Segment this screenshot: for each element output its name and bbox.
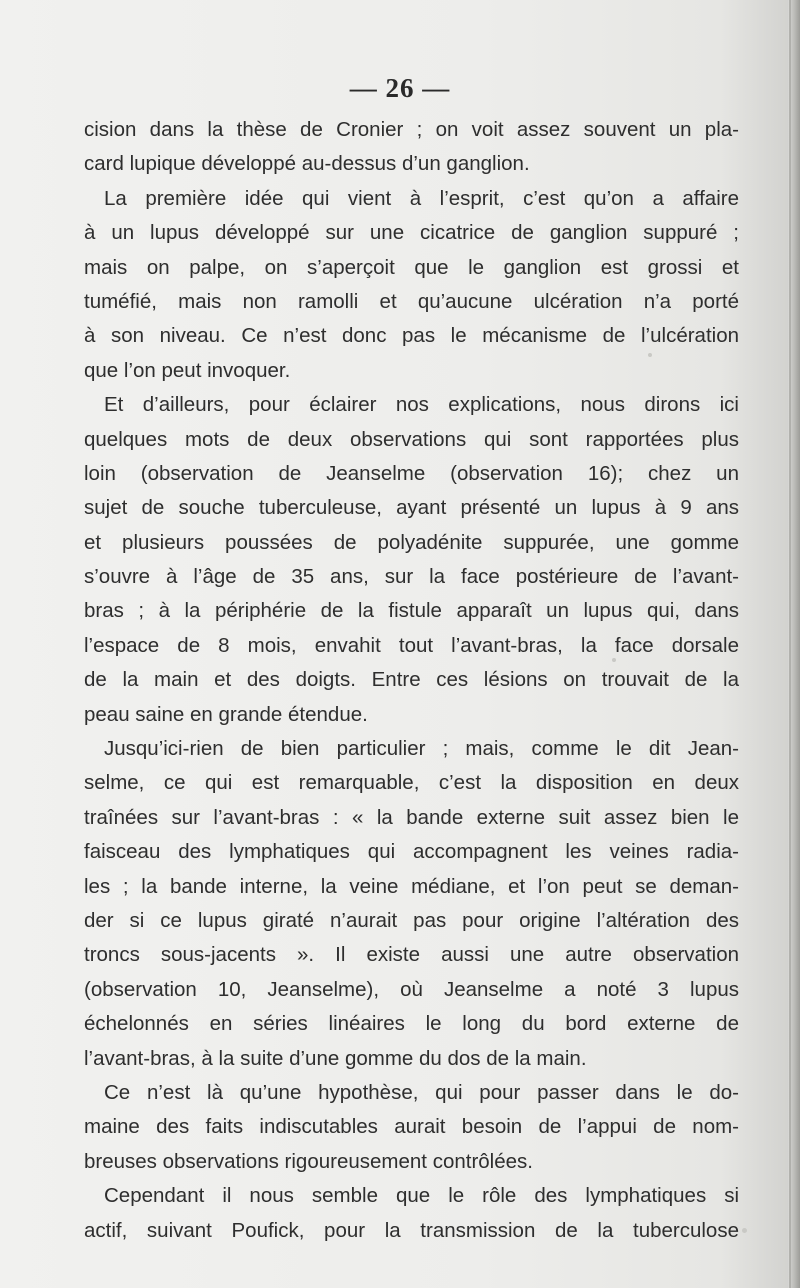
text-line: les ; la bande interne, la veine médiane, et l’on peut se deman- <box>84 874 739 898</box>
text-line: sujet de souche tuberculeuse, ayant présenté un lupus à 9 ans <box>84 496 739 520</box>
text-line: faisceau des lymphatiques qui accompagnent les veines radia- <box>84 840 739 864</box>
text-line: (observation 10, Jeanselme), où Jeanselme a noté 3 lupus <box>84 977 739 1001</box>
text-line: troncs sous-jacents ». Il existe aussi une autre observation <box>84 943 739 967</box>
text-line: Ce n’est là qu’une hypothèse, qui pour passer dans le do- <box>104 1080 739 1104</box>
text-line: mais on palpe, on s’aperçoit que le ganglion est grossi et <box>84 255 739 279</box>
text-line: de la main et des doigts. Entre ces lésions on trouvait de la <box>84 668 739 692</box>
text-line: breuses observations rigoureusement contrôlées. <box>84 1149 533 1173</box>
text-line: card lupique développé au-dessus d’un ganglion. <box>84 152 530 176</box>
text-line: s’ouvre à l’âge de 35 ans, sur la face postérieure de l’avant- <box>84 565 739 589</box>
text-line: actif, suivant Poufick, pour la transmission de la tuberculose <box>84 1218 739 1242</box>
text-line: Et d’ailleurs, pour éclairer nos explications, nous dirons ici <box>104 393 739 417</box>
text-line: peau saine en grande étendue. <box>84 702 368 726</box>
body-text <box>84 113 739 1248</box>
text-line: selme, ce qui est remarquable, c’est la disposition en deux <box>84 771 739 795</box>
text-line: La première idée qui vient à l’esprit, c’est qu’on a affaire <box>104 186 739 210</box>
text-line: tuméfié, mais non ramolli et qu’aucune ulcération n’a porté <box>84 289 739 313</box>
paper-speck <box>742 1228 747 1233</box>
text-line: Cependant il nous semble que le rôle des lymphatiques si <box>104 1184 739 1208</box>
text-line: der si ce lupus giraté n’aurait pas pour origine l’altération des <box>84 908 739 932</box>
page-number: — 26 — <box>349 73 451 103</box>
text-line: loin (observation de Jeanselme (observation 16); chez un <box>84 461 739 485</box>
text-line: échelonnés en séries linéaires le long du bord externe de <box>84 1012 739 1036</box>
text-line: cision dans la thèse de Cronier ; on voit assez souvent un pla- <box>84 118 739 141</box>
page-binding-line <box>789 0 791 1288</box>
text-line: l’avant-bras, à la suite d’une gomme du dos de la main. <box>84 1046 587 1070</box>
text-line: l’espace de 8 mois, envahit tout l’avant-bras, la face dorsale <box>84 633 739 657</box>
text-line: que l’on peut invoquer. <box>84 358 291 382</box>
text-line: et plusieurs poussées de polyadénite suppurée, une gomme <box>84 530 739 554</box>
text-line: à son niveau. Ce n’est donc pas le mécanisme de l’ulcération <box>84 324 739 348</box>
text-line: Jusqu’ici-rien de bien particulier ; mais, comme le dit Jean- <box>104 737 739 761</box>
text-line: traînées sur l’avant-bras : « la bande externe suit assez bien le <box>84 805 739 829</box>
text-line: maine des faits indiscutables aurait besoin de l’appui de nom- <box>84 1115 739 1139</box>
text-line: bras ; à la périphérie de la fistule apparaît un lupus qui, dans <box>84 599 739 623</box>
text-line: quelques mots de deux observations qui sont rapportées plus <box>84 427 739 451</box>
text-line: à un lupus développé sur une cicatrice de ganglion suppuré ; <box>84 221 739 245</box>
